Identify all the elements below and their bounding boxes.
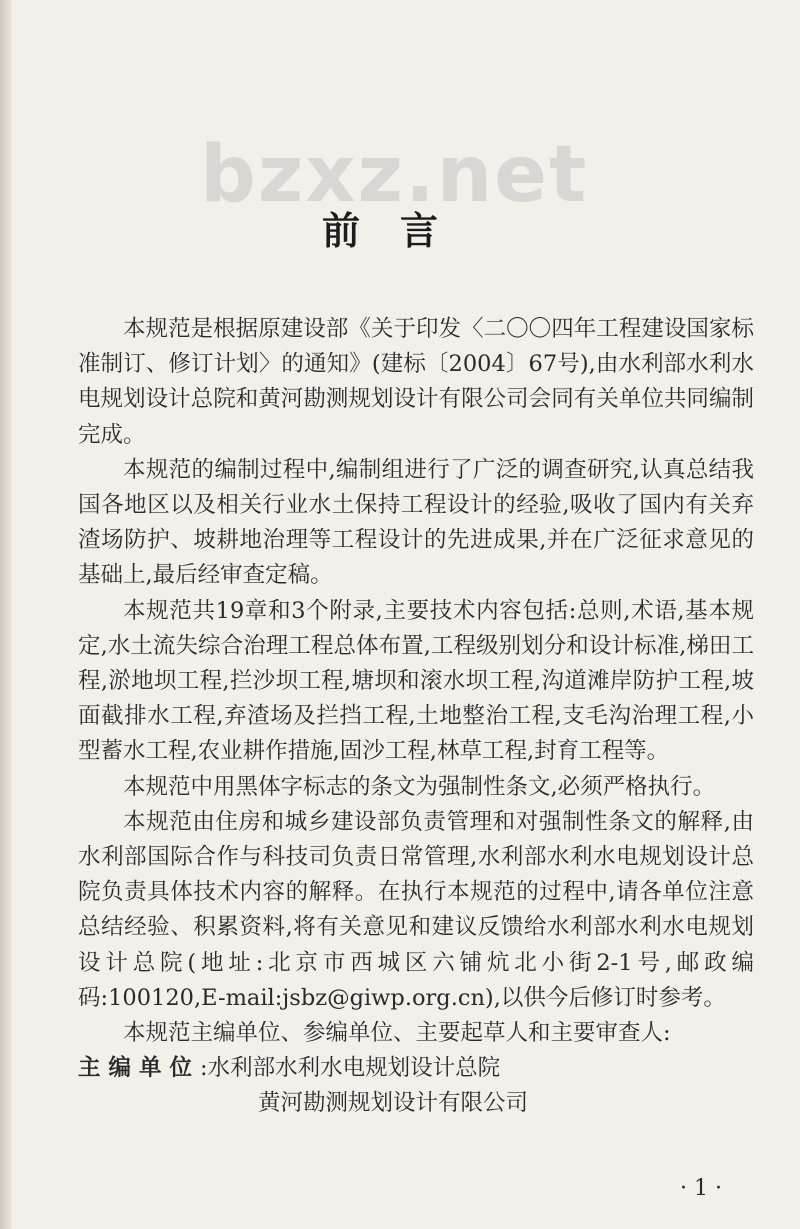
paragraph: 本规范中用黑体字标志的条文为强制性条文,必须严格执行。 <box>123 773 716 800</box>
page-edge <box>0 0 12 1229</box>
paragraph: 本规范由住房和城乡建设部负责管理和对强制性条文的解释,由水利部国际合作与科技司负责日常管理,水利部水利水电规划设计总院负责具体技术内容的解释。在执行本规范的过程中,请各单位注意总结经验、积累资料,将有关意见和建议反馈给水利部水利水电规划设计总院(地址:北京市西城区六铺炕北小街2-1号,邮政编码:100120,E-mail:jsbz@giwp.org.cn),以供今后修订时参考。 <box>78 808 754 1011</box>
body-text <box>78 312 754 1122</box>
page-number: · 1 · <box>680 1176 722 1201</box>
watermark: bzxz.net <box>200 130 589 220</box>
chief-editor-row <box>78 1051 754 1086</box>
chief-editor-label: 主编单位 <box>78 1055 201 1082</box>
chief-editor-unit: :水利部水利水电规划设计总院 <box>200 1055 501 1082</box>
paragraph: 本规范共19章和3个附录,主要技术内容包括:总则,术语,基本规定,水土流失综合治理工程总体布置,工程级别划分和设计标准,梯田工程,淤地坝工程,拦沙坝工程,塘坝和滚水坝工程,沟道滩岸防护工程,坡面截排水工程,弃渣场及拦挡工程,土地整治工程,支毛沟治理工程,小型蓄水工程,农业耕作措施,固沙工程,林草工程,封育工程等。 <box>78 597 754 765</box>
paragraph: 本规范的编制过程中,编制组进行了广泛的调查研究,认真总结我国各地区以及相关行业水土保持工程设计的经验,吸收了国内有关弃渣场防护、坡耕地治理等工程设计的先进成果,并在广泛征求意见的基础上,最后经审查定稿。 <box>78 456 754 589</box>
chief-editor-row-2 <box>78 1086 754 1121</box>
paragraph: 本规范是根据原建设部《关于印发〈二〇〇四年工程建设国家标准制订、修订计划〉的通知》(建标〔2004〕67号),由水利部水利水电规划设计总院和黄河勘测规划设计有限公司会同有关单位共同编制完成。 <box>78 316 754 448</box>
chief-editor-unit-2: 黄河勘测规划设计有限公司 <box>258 1090 529 1117</box>
page-title: 前言 <box>321 209 478 253</box>
paragraph: 本规范主编单位、参编单位、主要起草人和主要审查人: <box>123 1020 671 1047</box>
